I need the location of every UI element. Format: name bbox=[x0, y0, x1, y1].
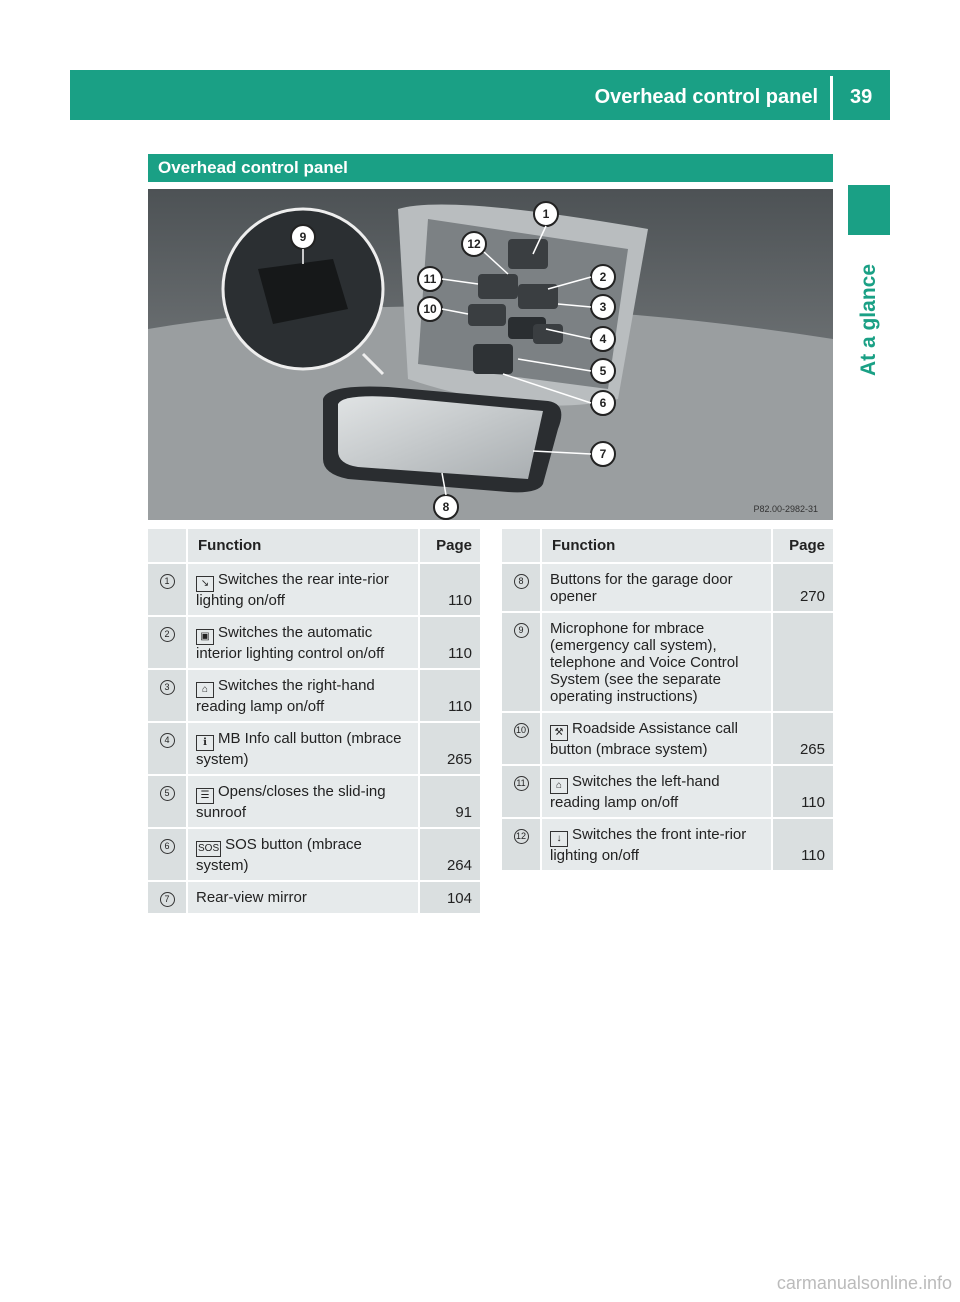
function-table-right bbox=[502, 529, 833, 872]
row-function bbox=[188, 776, 418, 829]
col-function: Function bbox=[542, 529, 771, 564]
table-row bbox=[148, 882, 480, 915]
row-number bbox=[148, 670, 188, 723]
row-number bbox=[148, 829, 188, 882]
overhead-panel-photo bbox=[148, 189, 833, 520]
row-function bbox=[542, 564, 771, 613]
function-text: Switches the left-hand reading lamp on/off bbox=[550, 773, 720, 811]
row-function bbox=[542, 613, 771, 713]
function-text: Buttons for the garage door opener bbox=[550, 571, 733, 605]
function-text: MB Info call button (mbrace system) bbox=[196, 730, 402, 768]
table-row bbox=[148, 829, 480, 882]
side-tab-block bbox=[848, 185, 890, 235]
row-function bbox=[188, 564, 418, 617]
running-header bbox=[70, 70, 890, 120]
auto-light-icon: ▣ bbox=[196, 629, 214, 645]
front-light-icon: ↓ bbox=[550, 831, 568, 847]
row-function bbox=[188, 617, 418, 670]
side-tab-label bbox=[844, 250, 894, 390]
function-text: Microphone for mbrace (emergency call system), telephone and Voice Control System (see the separate operating instructions) bbox=[550, 620, 739, 705]
row-page: 110 bbox=[771, 819, 833, 872]
function-text: Roadside Assistance call button (mbrace system) bbox=[550, 720, 738, 758]
sos-icon: SOS bbox=[196, 841, 221, 857]
col-page: Page bbox=[771, 529, 833, 564]
callout-number: 3 bbox=[160, 680, 175, 695]
callout-number: 2 bbox=[160, 627, 175, 642]
function-text: SOS button (mbrace system) bbox=[196, 836, 362, 874]
row-number bbox=[148, 564, 188, 617]
callout-number: 5 bbox=[160, 786, 175, 801]
table-row bbox=[502, 713, 833, 766]
row-function bbox=[188, 670, 418, 723]
row-function bbox=[542, 713, 771, 766]
row-number bbox=[502, 713, 542, 766]
row-number bbox=[148, 723, 188, 776]
callout-number: 11 bbox=[514, 776, 529, 791]
callout-number: 1 bbox=[160, 574, 175, 589]
table-row bbox=[148, 670, 480, 723]
row-number bbox=[148, 882, 188, 915]
callout-7: 7 bbox=[599, 447, 607, 461]
overhead-panel-illustration bbox=[148, 189, 833, 520]
callout-number: 7 bbox=[160, 892, 175, 907]
watermark: carmanualsonline.info bbox=[776, 1273, 952, 1293]
callout-10: 10 bbox=[423, 302, 437, 316]
table-row bbox=[148, 723, 480, 776]
table-row bbox=[502, 564, 833, 613]
callout-8: 8 bbox=[442, 500, 450, 514]
callout-number: 10 bbox=[514, 723, 529, 738]
table-row bbox=[148, 776, 480, 829]
reading-lamp-icon: ⌂ bbox=[196, 682, 214, 698]
callout-number: 12 bbox=[514, 829, 529, 844]
function-table-left bbox=[148, 529, 480, 915]
row-page: 110 bbox=[771, 766, 833, 819]
callout-number: 6 bbox=[160, 839, 175, 854]
table-row bbox=[502, 819, 833, 872]
running-header-title: Overhead control panel bbox=[594, 86, 818, 108]
callout-5: 5 bbox=[599, 364, 607, 378]
function-text: Switches the automatic interior lighting control on/off bbox=[196, 624, 385, 662]
info-call-icon: ℹ bbox=[196, 735, 214, 751]
row-function bbox=[542, 819, 771, 872]
callout-12: 12 bbox=[467, 237, 481, 251]
row-number bbox=[502, 766, 542, 819]
reading-lamp-icon: ⌂ bbox=[550, 778, 568, 794]
page-number: 39 bbox=[850, 86, 873, 108]
section-title: Overhead control panel bbox=[148, 154, 833, 182]
row-number bbox=[502, 564, 542, 613]
row-function bbox=[188, 882, 418, 915]
row-page: 91 bbox=[418, 776, 480, 829]
callout-4: 4 bbox=[599, 332, 607, 346]
table-row bbox=[148, 617, 480, 670]
table-row bbox=[148, 564, 480, 617]
callout-11: 11 bbox=[423, 272, 437, 286]
side-tab-text: At a glance bbox=[857, 263, 880, 377]
row-page: 265 bbox=[418, 723, 480, 776]
table-row bbox=[502, 613, 833, 713]
function-text: Switches the right-hand reading lamp on/off bbox=[196, 677, 375, 715]
rear-light-icon: ↘ bbox=[196, 576, 214, 592]
row-function bbox=[188, 723, 418, 776]
callout-1: 1 bbox=[542, 207, 550, 221]
callout-3: 3 bbox=[599, 300, 607, 314]
col-number bbox=[148, 529, 188, 564]
sunroof-icon: ☰ bbox=[196, 788, 214, 804]
callout-6: 6 bbox=[599, 396, 607, 410]
function-text: Opens/closes the slid-ing sunroof bbox=[196, 783, 386, 821]
header-separator bbox=[830, 76, 833, 120]
row-function bbox=[542, 766, 771, 819]
row-page: 270 bbox=[771, 564, 833, 613]
callout-2: 2 bbox=[599, 270, 607, 284]
row-number bbox=[502, 819, 542, 872]
roadside-icon: ⚒ bbox=[550, 725, 568, 741]
callout-9: 9 bbox=[299, 230, 307, 244]
row-number bbox=[148, 617, 188, 670]
row-page bbox=[771, 613, 833, 713]
col-page: Page bbox=[418, 529, 480, 564]
row-function bbox=[188, 829, 418, 882]
function-text: Switches the front inte-rior lighting on/off bbox=[550, 826, 747, 864]
function-text: Switches the rear inte-rior lighting on/off bbox=[196, 571, 389, 609]
callout-number: 4 bbox=[160, 733, 175, 748]
callout-number: 9 bbox=[514, 623, 529, 638]
row-page: 110 bbox=[418, 617, 480, 670]
col-function: Function bbox=[188, 529, 418, 564]
row-number bbox=[502, 613, 542, 713]
row-page: 265 bbox=[771, 713, 833, 766]
row-page: 110 bbox=[418, 670, 480, 723]
col-number bbox=[502, 529, 542, 564]
table-row bbox=[502, 766, 833, 819]
row-page: 110 bbox=[418, 564, 480, 617]
function-text: Rear-view mirror bbox=[196, 889, 307, 906]
row-page: 264 bbox=[418, 829, 480, 882]
figure-code: P82.00-2982-31 bbox=[753, 504, 818, 514]
row-number bbox=[148, 776, 188, 829]
row-page: 104 bbox=[418, 882, 480, 915]
callout-number: 8 bbox=[514, 574, 529, 589]
